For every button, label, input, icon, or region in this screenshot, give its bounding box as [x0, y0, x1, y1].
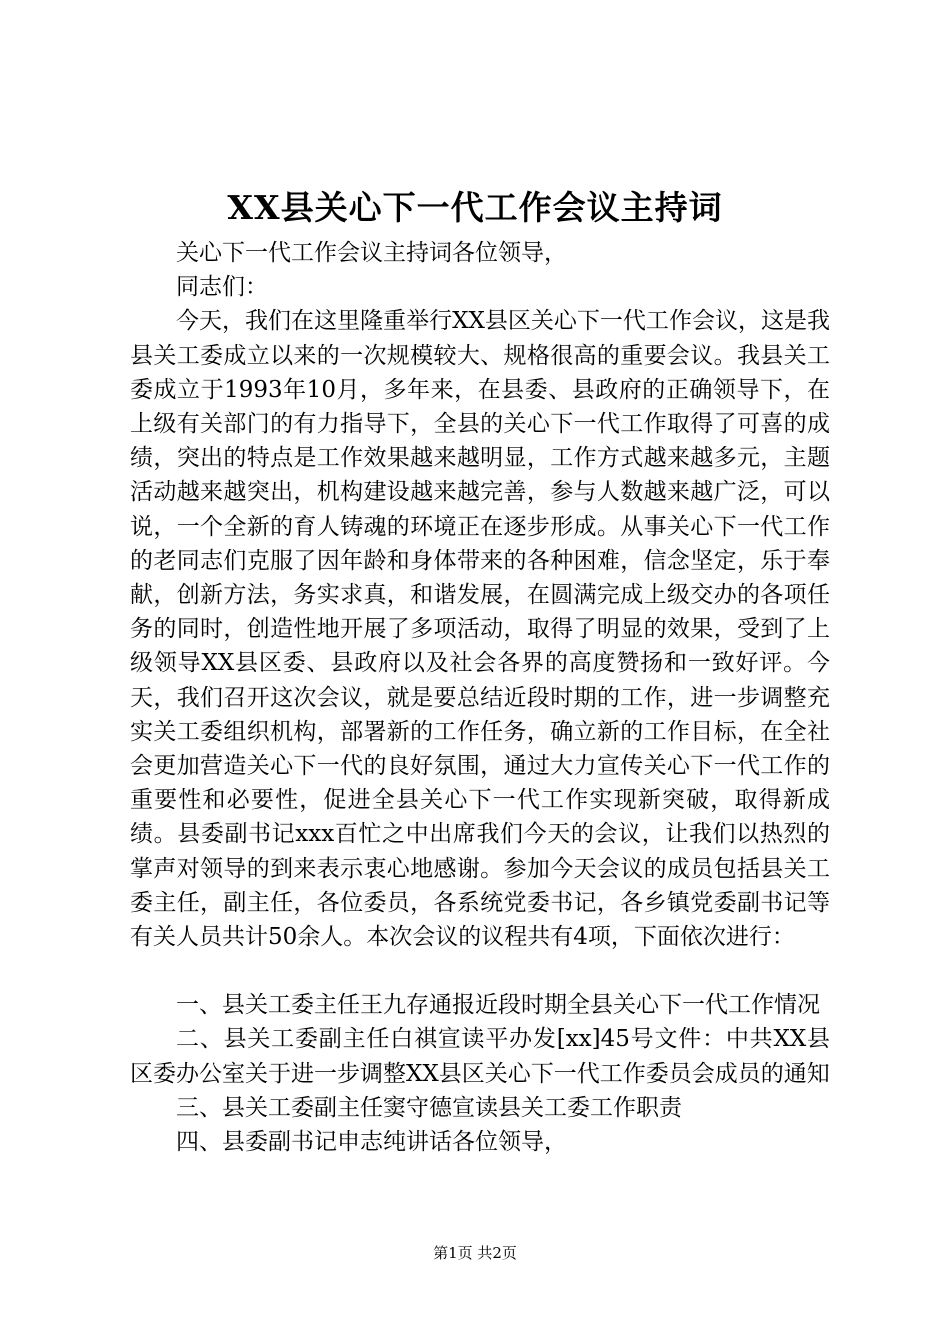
document-title: XX县关心下一代工作会议主持词	[227, 188, 723, 227]
salutation-line: 关心下一代工作会议主持词各位领导，	[176, 240, 567, 266]
page-footer	[0, 1243, 950, 1263]
page-total: 共2页	[477, 1244, 517, 1262]
agenda-item: 一、县关工委主任王九存通报近段时期全县关心下一代工作情况	[176, 992, 820, 1019]
agenda-item: 二、县关工委副主任白祺宣读平办发[xx]45号文件：中共XX县区委办公室关于进一步调整XX县区关心下一代工作委员会成员的通知	[130, 1026, 830, 1087]
page-number: 第1页	[433, 1244, 473, 1262]
agenda-item: 三、县关工委副主任窦守德宣读县关工委工作职责	[176, 1094, 682, 1121]
salutation-line: 同志们：	[176, 274, 268, 301]
document-body	[130, 236, 830, 1159]
agenda-item: 四、县委副书记申志纯讲话各位领导，	[176, 1129, 567, 1156]
body-paragraph: 今天，我们在这里隆重举行XX县区关心下一代工作会议，这是我县关工委成立以来的一次规模较大、规格很高的重要会议。我县关工委成立于1993年10月，多年来，在县委、县政府的正确领导下，在上级有关部门的有力指导下，全县的关心下一代工作取得了可喜的成绩，突出的特点是工作效果越来越明显，工作方式越来越多元，主题活动越来越突出，机构建设越来越完善，参与人数越来越广泛，可以说，一个全新的育人铸魂的环境正在逐步形成。从事关心下一代工作的老同志们克服了因年龄和身体带来的各种困难，信念坚定，乐于奉献，创新方法，务实求真，和谐发展，在圆满完成上级交办的各项任务的同时，创造性地开展了多项活动，取得了明显的效果，受到了上级领导XX县区委、县政府以及社会各界的高度赞扬和一致好评。今天，我们召开这次会议，就是要总结近段时期的工作，进一步调整充实关工委组织机构，部署新的工作任务，确立新的工作目标，在全社会更加营造关心下一代的良好氛围，通过大力宣传关心下一代工作的重要性和必要性，促进全县关心下一代工作实现新突破，取得新成绩。县委副书记xxx百忙之中出席我们今天的会议，让我们以热烈的掌声对领导的到来表示衷心地感谢。参加今天会议的成员包括县关工委主任，副主任，各位委员，各系统党委书记，各乡镇党委副书记等有关人员共计50余人。本次会议的议程共有4项，下面依次进行：	[130, 308, 830, 951]
